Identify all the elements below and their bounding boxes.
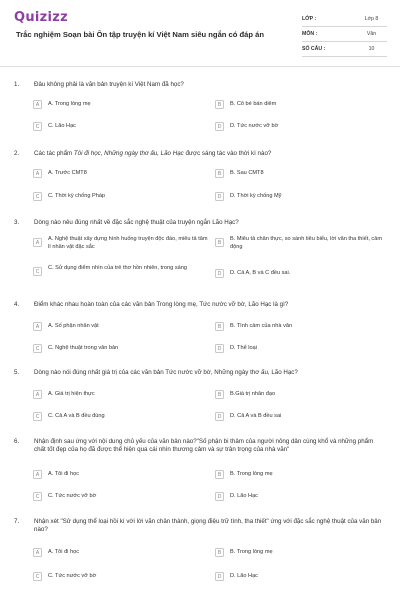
option-c[interactable] xyxy=(33,344,118,353)
option-letter: C xyxy=(33,344,42,353)
question-text: Dòng nào nêu đúng nhất về đặc sắc nghệ thuật của truyện ngắn Lão Hạc? xyxy=(34,219,239,226)
option-letter: C xyxy=(33,192,42,201)
option-d[interactable] xyxy=(215,192,281,201)
option-b[interactable] xyxy=(215,548,273,557)
option-text: D. Cả A và B đều sai xyxy=(230,413,282,420)
option-d[interactable] xyxy=(215,412,281,421)
option-letter: B xyxy=(215,169,224,178)
option-text: B. Tình cảm của nhà văn xyxy=(230,323,293,330)
option-letter: B xyxy=(215,100,224,109)
question-text: Nhận xét "Sử dụng thể loại hồi kí với lời văn chân thành, giọng điệu trữ tình, tha thiết" ứng với đặc sắc nghệ thuật của văn bản nào? xyxy=(34,518,382,534)
meta-row-question-count xyxy=(302,42,387,57)
option-letter: B xyxy=(215,470,224,479)
option-letter: A xyxy=(33,238,42,247)
quiz-title: Trắc nghiệm Soạn bài Ôn tập truyện kí Việt Nam siêu ngắn có đáp án xyxy=(16,30,264,39)
option-d[interactable] xyxy=(215,269,290,278)
meta-value: Lớp 8 xyxy=(364,16,379,22)
option-letter: C xyxy=(33,492,42,501)
option-text: A. Trước CMT8 xyxy=(48,170,87,177)
option-d[interactable] xyxy=(215,492,258,501)
option-letter: C xyxy=(33,412,42,421)
header-divider xyxy=(0,66,400,67)
option-letter: C xyxy=(33,122,42,131)
option-text: D. Lão Hạc xyxy=(230,493,258,500)
quiz-meta-table xyxy=(302,12,387,57)
option-letter: D xyxy=(215,572,224,581)
option-b[interactable] xyxy=(215,169,264,178)
question-number: 7. xyxy=(14,518,20,525)
meta-row-grade xyxy=(302,12,387,27)
option-letter: C xyxy=(33,267,42,276)
question-text: Các tác phẩm Tôi đi học, Những ngày thơ ấu, Lão Hạc được sáng tác vào thời kì nào? xyxy=(34,150,272,157)
option-text: B. Sau CMT8 xyxy=(230,170,264,177)
question-number: 2. xyxy=(14,150,20,157)
option-a[interactable] xyxy=(33,390,95,399)
option-letter: D xyxy=(215,412,224,421)
option-text: A. Trong lòng mẹ xyxy=(48,101,91,108)
option-text: D. Cả A, B và C đều sai. xyxy=(230,270,291,277)
option-text: D. Thể loại xyxy=(230,345,257,352)
option-text: A. Tôi đi học xyxy=(48,549,79,556)
question-number: 5. xyxy=(14,369,20,376)
question-text: Điểm khác nhau hoàn toàn của các văn bản Trong lòng mẹ, Tức nước vỡ bờ, Lão Hạc là gì? xyxy=(34,301,289,308)
question-text: Đâu không phải là văn bản truyện kí Việt Nam đã học? xyxy=(34,81,184,88)
option-text: D. Lão Hạc xyxy=(230,573,258,580)
question-text: Nhận định sau ứng với nội dung chủ yếu của văn bản nào?"Số phận bi thảm của người nông dân cùng khổ và những phẩm chất tốt đẹp của họ đã được thể hiện qua cái nhìn thương cảm và sự trân trọng của nhà văn" xyxy=(34,438,374,454)
question-text: Dòng nào nói đúng nhất giá trị của các văn bản Tức nước vỡ bờ, Những ngày thơ ấu, Lão Hạc? xyxy=(34,369,298,376)
option-letter: D xyxy=(215,492,224,501)
option-a[interactable] xyxy=(33,470,79,479)
option-text: B. Trong lòng mẹ xyxy=(230,471,273,478)
meta-label: LỚP : xyxy=(302,16,317,22)
option-c[interactable] xyxy=(33,572,96,581)
option-text: A. Số phận nhân vật xyxy=(48,323,99,330)
option-c[interactable] xyxy=(33,192,105,201)
option-a[interactable] xyxy=(33,235,208,251)
option-c[interactable] xyxy=(33,122,76,131)
meta-value: 10 xyxy=(368,46,375,52)
option-letter: C xyxy=(33,572,42,581)
option-letter: D xyxy=(215,269,224,278)
option-d[interactable] xyxy=(215,344,257,353)
quizizz-logo: Quizizz xyxy=(14,10,69,25)
option-c[interactable] xyxy=(33,492,96,501)
meta-value: Văn xyxy=(366,31,377,37)
meta-label: MÔN : xyxy=(302,31,318,37)
option-b[interactable] xyxy=(215,390,275,399)
option-a[interactable] xyxy=(33,100,91,109)
meta-label: SỐ CÂU : xyxy=(302,46,326,52)
question-number: 1. xyxy=(14,81,20,88)
option-letter: D xyxy=(215,192,224,201)
option-b[interactable] xyxy=(215,100,276,109)
option-text: A. Tôi đi học xyxy=(48,471,79,478)
option-text: B. Miêu tả chân thực, so sánh tiêu biểu, lời văn tha thiết, cảm động xyxy=(230,236,382,251)
option-letter: B xyxy=(215,390,224,399)
option-letter: B xyxy=(215,548,224,557)
question-number: 4. xyxy=(14,301,20,308)
option-a[interactable] xyxy=(33,169,87,178)
option-letter: A xyxy=(33,100,42,109)
option-text: A. Nghệ thuật xây dựng hình huống truyện độc đáo, miêu tả tâm lí nhân vật đặc sắc xyxy=(48,236,208,251)
option-letter: A xyxy=(33,322,42,331)
meta-row-subject xyxy=(302,27,387,42)
option-text: C. Nghệ thuật trong văn bản xyxy=(48,345,119,352)
quiz-header xyxy=(0,0,400,66)
option-letter: A xyxy=(33,470,42,479)
option-b[interactable] xyxy=(215,470,273,479)
option-letter: A xyxy=(33,390,42,399)
option-text: C. Cả A và B đều đúng xyxy=(48,413,105,420)
option-c[interactable] xyxy=(33,412,105,421)
option-b[interactable] xyxy=(215,235,390,251)
question-number: 3. xyxy=(14,219,20,226)
option-a[interactable] xyxy=(33,548,79,557)
option-text: A. Giá trị hiện thực xyxy=(48,391,95,398)
option-text: B. Cô bé bán diêm xyxy=(230,101,277,108)
option-text: C. Tức nước vỡ bờ xyxy=(48,573,97,580)
option-text: B.Giá trị nhân đạo xyxy=(230,391,276,398)
option-b[interactable] xyxy=(215,322,292,331)
option-letter: A xyxy=(33,169,42,178)
option-text: C. Lão Hạc xyxy=(48,123,76,130)
option-letter: B xyxy=(215,238,224,247)
option-text: D. Thời kỳ chống Mỹ xyxy=(230,193,282,200)
option-a[interactable] xyxy=(33,322,99,331)
option-d[interactable] xyxy=(215,572,258,581)
option-letter: A xyxy=(33,548,42,557)
option-letter: D xyxy=(215,122,224,131)
option-text: C. Thời kỳ chống Pháp xyxy=(48,193,106,200)
option-c[interactable] xyxy=(33,264,208,276)
option-text: C. Tức nước vỡ bờ xyxy=(48,493,97,500)
question-number: 6. xyxy=(14,438,20,445)
option-text: C. Sử dụng điểm nhìn của trẻ thơ hồn nhiên, trong sáng xyxy=(48,265,187,271)
option-d[interactable] xyxy=(215,122,278,131)
option-letter: B xyxy=(215,322,224,331)
option-text: D. Tức nước vỡ bờ xyxy=(230,123,279,130)
option-text: B. Trong lòng mẹ xyxy=(230,549,273,556)
option-letter: D xyxy=(215,344,224,353)
